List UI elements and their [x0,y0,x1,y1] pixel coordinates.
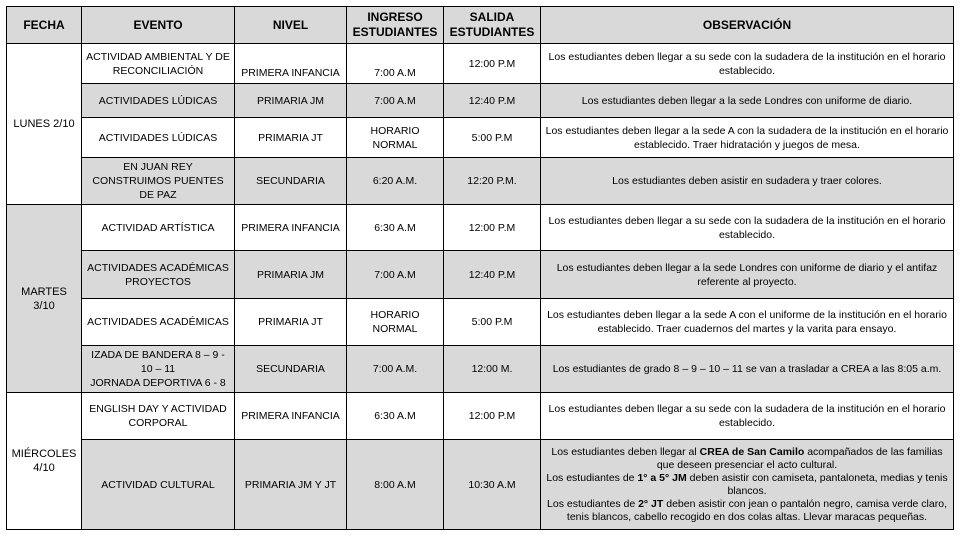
salida-cell: 10:30 A.M [444,440,541,530]
observacion-paragraph [545,472,949,498]
table-row [7,158,954,205]
header-row [7,7,954,44]
nivel-cell: PRIMARIA JM [235,84,347,118]
header-observacion: OBSERVACIÓN [541,7,954,44]
observacion-cell: Los estudiantes deben llegar a la sede A con la sudadera de la institución en el horario establecido. Traer hidratación y juegos de mesa. [541,118,954,158]
salida-cell: 5:00 P.M [444,299,541,346]
salida-cell: 12:40 P.M [444,251,541,299]
nivel-cell: PRIMARIA JM Y JT [235,440,347,530]
header-ingreso: INGRESO ESTUDIANTES [347,7,444,44]
evento-cell: ACTIVIDAD CULTURAL [82,440,235,530]
salida-cell: 12:00 P.M [444,44,541,84]
ingreso-cell: HORARIO NORMAL [347,118,444,158]
header-evento: EVENTO [82,7,235,44]
bold-text: 1° a 5° JM [637,471,687,484]
ingreso-cell: 6:20 A.M. [347,158,444,205]
observacion-cell: Los estudiantes deben llegar a la sede A con el uniforme de la institución en el horario establecido. Traer cuadernos del martes y la varita para ensayo. [541,299,954,346]
evento-cell: ACTIVIDADES LÚDICAS [82,118,235,158]
table-row [7,84,954,118]
observacion-cell: Los estudiantes deben asistir en sudadera y traer colores. [541,158,954,205]
salida-cell: 12:00 M. [444,346,541,393]
observacion-cell [541,440,954,530]
text-span: Los estudiantes de [547,497,639,510]
salida-cell: 12:00 P.M [444,393,541,440]
salida-cell: 12:40 P.M [444,84,541,118]
table-row [7,440,954,530]
evento-cell: ACTIVIDAD ARTÍSTICA [82,205,235,251]
observacion-cell: Los estudiantes deben llegar a la sede Londres con uniforme de diario. [541,84,954,118]
ingreso-cell: 7:00 A.M [347,251,444,299]
nivel-cell: SECUNDARIA [235,346,347,393]
ingreso-cell: 6:30 A.M [347,393,444,440]
observacion-cell: Los estudiantes de grado 8 – 9 – 10 – 11 se van a trasladar a CREA a las 8:05 a.m. [541,346,954,393]
header-salida: SALIDA ESTUDIANTES [444,7,541,44]
text-span: acompañados de las familias que deseen presenciar el acto cultural. [656,445,943,471]
evento-line: JORNADA DEPORTIVA 6 - 8 [90,377,226,389]
evento-cell [82,346,235,393]
salida-cell: 12:00 P.M [444,205,541,251]
text-span: Los estudiantes de [546,471,638,484]
table-row [7,299,954,346]
table-row [7,118,954,158]
ingreso-cell: 6:30 A.M [347,205,444,251]
bold-text: CREA de San Camilo [699,445,805,458]
ingreso-cell: 7:00 A.M [347,44,444,84]
date-cell-martes: MARTES 3/10 [7,205,82,393]
observacion-cell: Los estudiantes deben llegar a su sede con la sudadera de la institución en el horario establecido. [541,393,954,440]
observacion-cell: Los estudiantes deben llegar a la sede Londres con uniforme de diario y el antifaz referente al proyecto. [541,251,954,299]
observacion-cell: Los estudiantes deben llegar a su sede con la sudadera de la institución en el horario establecido. [541,205,954,251]
schedule-table [6,6,954,530]
text-span: deben asistir con camiseta, pantaloneta, medias y tenis blancos. [686,471,948,497]
salida-cell: 12:20 P.M. [444,158,541,205]
evento-cell: ACTIVIDADES ACADÉMICAS [82,299,235,346]
salida-cell: 5:00 P.M [444,118,541,158]
text-span: deben asistir con jean o pantalón negro, camisa verde claro, tenis blancos, cabello recogido en dos colas altas. Llevar maracas pequeñas. [566,497,947,523]
nivel-cell: PRIMARIA JT [235,118,347,158]
header-fecha: FECHA [7,7,82,44]
table-row [7,393,954,440]
ingreso-cell: 7:00 A.M [347,84,444,118]
nivel-cell: PRIMARIA JM [235,251,347,299]
ingreso-cell: HORARIO NORMAL [347,299,444,346]
evento-cell: ENGLISH DAY Y ACTIVIDAD CORPORAL [82,393,235,440]
bold-text: 2° JT [638,497,664,510]
evento-cell: EN JUAN REY CONSTRUIMOS PUENTES DE PAZ [82,158,235,205]
header-nivel: NIVEL [235,7,347,44]
text-span: Los estudiantes deben llegar al [551,445,700,458]
observacion-cell: Los estudiantes deben llegar a su sede con la sudadera de la institución en el horario establecido. [541,44,954,84]
evento-cell: ACTIVIDADES LÚDICAS [82,84,235,118]
ingreso-cell: 8:00 A.M [347,440,444,530]
table-row [7,44,954,84]
nivel-cell: PRIMERA INFANCIA [235,44,347,84]
observacion-paragraph [545,446,949,472]
date-cell-lunes: LUNES 2/10 [7,44,82,205]
table-row [7,205,954,251]
table-row [7,346,954,393]
nivel-cell: SECUNDARIA [235,158,347,205]
table-row [7,251,954,299]
date-cell-miercoles: MIÉRCOLES 4/10 [7,393,82,530]
nivel-cell: PRIMERA INFANCIA [235,393,347,440]
evento-line: IZADA DE BANDERA 8 – 9 - 10 – 11 [91,349,225,375]
nivel-cell: PRIMERA INFANCIA [235,205,347,251]
evento-cell: ACTIVIDAD AMBIENTAL Y DE RECONCILIACIÓN [82,44,235,84]
nivel-cell: PRIMARIA JT [235,299,347,346]
observacion-paragraph [545,498,949,524]
ingreso-cell: 7:00 A.M. [347,346,444,393]
evento-cell: ACTIVIDADES ACADÉMICAS PROYECTOS [82,251,235,299]
